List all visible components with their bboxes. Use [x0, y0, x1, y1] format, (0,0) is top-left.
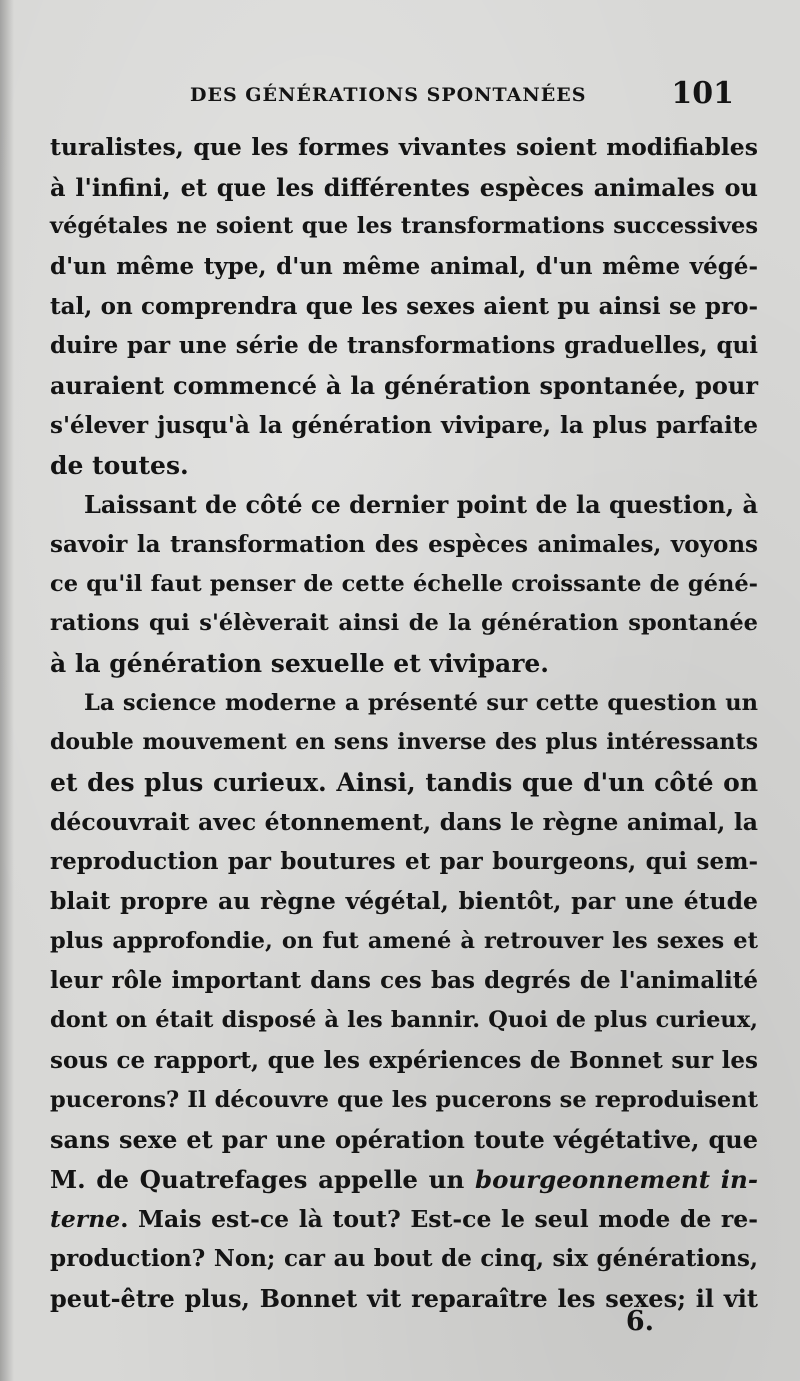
page-number: 101: [671, 76, 734, 111]
running-head: DES GÉNÉRATIONS SPONTANÉES: [190, 84, 587, 106]
text-line: d'un même type, d'un même animal, d'un même végé-: [50, 253, 758, 281]
text-line: à la génération sexuelle et vivipare.: [50, 648, 549, 678]
text-line: [50, 1160, 758, 1200]
text-line: sous ce rapport, que les expériences de Bonnet sur les: [50, 1046, 758, 1074]
text-line: s'élever jusqu'à la génération vivipare, la plus parfaite: [50, 411, 758, 439]
text-line: production? Non; car au bout de cinq, six générations,: [50, 1245, 758, 1273]
page-edge-shadow: [0, 0, 14, 1381]
text-line: sans sexe et par une opération toute végétative, que: [50, 1125, 758, 1155]
text-line: plus approfondie, on fut amené à retrouver les sexes et: [50, 927, 758, 954]
text-line: peut-être plus, Bonnet vit reparaître les sexes; il vit: [50, 1283, 758, 1313]
text-line: rations qui s'élèverait ainsi de la génération spontanée: [50, 610, 758, 637]
text-line: double mouvement en sens inverse des plus intéressants: [50, 729, 758, 756]
text-line: végétales ne soient que les transformations successives: [50, 213, 758, 240]
text-line: La science moderne a présenté sur cette question un: [84, 689, 758, 716]
italic-term: bourgeonnement in-: [474, 1164, 758, 1194]
text-line: ce qu'il faut penser de cette échelle croissante de géné-: [50, 570, 758, 597]
signature-mark: 6.: [625, 1306, 654, 1337]
text-line: de toutes.: [50, 450, 189, 480]
text-segment: . Mais est-ce là tout? Est-ce le seul mode de re-: [120, 1204, 758, 1233]
text-line: tal, on comprendra que les sexes aient pu ainsi se pro-: [50, 292, 758, 320]
text-line: duire par une série de transformations graduelles, qui: [50, 332, 758, 360]
text-line: Laissant de côté ce dernier point de la question, à: [84, 490, 758, 520]
text-line: et des plus curieux. Ainsi, tandis que d'un côté on: [50, 768, 758, 797]
text-line: reproduction par boutures et par bourgeons, qui sem-: [50, 848, 758, 876]
text-line: auraient commencé à la génération spontanée, pour: [50, 371, 758, 401]
text-line: blait propre au règne végétal, bientôt, par une étude: [50, 887, 758, 916]
text-segment: M. de Quatrefages appelle un: [50, 1164, 475, 1194]
text-line: leur rôle important dans ces bas degrés de l'animalité: [50, 967, 758, 995]
body-text: [50, 128, 758, 1319]
text-line: dont on était disposé à les bannir. Quoi de plus curieux,: [50, 1007, 758, 1034]
text-line: savoir la transformation des espèces animales, voyons: [50, 530, 758, 558]
text-line: pucerons? Il découvre que les pucerons se reproduisent: [50, 1086, 758, 1113]
text-line: à l'infini, et que les différentes espèces animales ou: [50, 172, 758, 202]
text-line: [50, 1200, 758, 1240]
italic-term: terne: [50, 1204, 121, 1233]
text-line: découvrait avec étonnement, dans le règne animal, la: [50, 807, 758, 836]
text-line: turalistes, que les formes vivantes soient modifiables: [50, 133, 758, 161]
